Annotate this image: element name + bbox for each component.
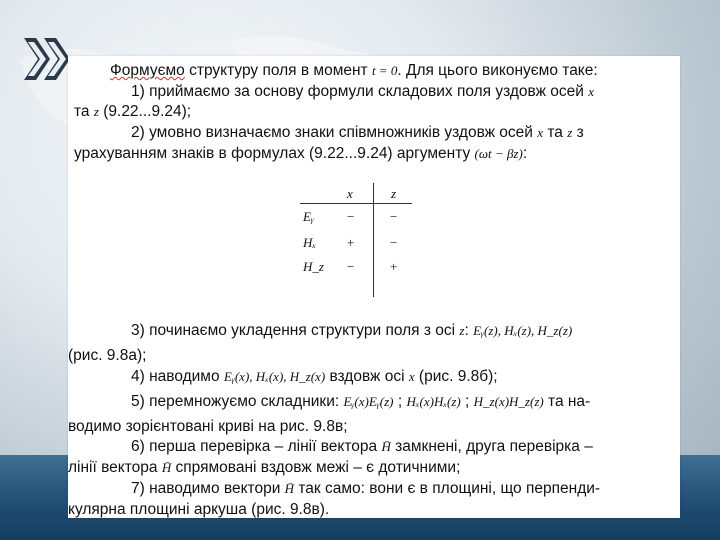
step-3-math: z [459,323,465,338]
step-5-formula-e: Eᵧ(x)Eᵧ(z) [343,394,394,409]
step-3-formula: Eᵧ(z), Hₓ(z), H_z(z) [473,323,573,338]
step-4-formula: Eᵧ(x), Hₓ(x), H_z(x) [223,369,326,384]
table-row-label: H_z [303,259,324,274]
step-2-mid: та [543,124,568,141]
step-4-math-x: x [408,369,415,384]
table-row-label: Eᵧ [303,209,314,224]
step-6-cont-math: H̄ [161,460,172,475]
table-col-x: x [347,186,353,201]
chevrons-logo-icon [22,36,74,82]
step-2-line [131,124,584,142]
step-5-sep2: ; [460,393,474,410]
step-4-tail2: (рис. 9.8б); [414,368,498,385]
step-4-line [131,368,498,386]
step-6-line [131,438,593,456]
step-7-line [131,480,600,498]
step-5-formula-hz: H_z(x)H_z(z) [473,394,544,409]
step-6-cont-tail: спрямовані вздовж межі – є дотичними; [171,459,461,476]
step-6-cont-text: лінії вектора [68,459,162,476]
step-4-tail: вздовж осі [325,368,409,385]
table-cell: − [390,209,398,224]
table-cell: − [390,235,398,250]
step-2-cont-math: (ωt − βz) [474,146,523,161]
step-6-tail: замкнені, друга перевірка – [390,438,593,455]
table-cell: + [390,259,398,274]
sign-table [300,183,412,295]
step-5-line [131,393,590,411]
step-7-tail: так само: вони є в площині, що перпенди- [294,480,601,497]
step-7-cont-text: кулярна площині аркуша (рис. 9.8в). [68,501,330,518]
step-2-math-x: x [537,125,544,140]
step-7-cont-line [68,501,329,519]
table-col-z: z [391,186,397,201]
step-1-cont-line [74,103,191,121]
step-3-cont-text: (рис. 9.8а); [68,347,147,364]
step-1-cont-tail: (9.22...9.24); [98,103,192,120]
step-5-cont-line [68,418,348,436]
step-2-tail: з [572,124,584,141]
step-3-cont-line [68,347,146,365]
step-1-line [131,83,594,101]
intro-word: Формуємо [110,62,185,79]
step-3-text: 3) починаємо укладення структури поля з осі [131,322,460,339]
step-2-math-z: z [567,125,573,140]
step-1-cont-math: z [93,104,99,119]
table-cell: − [347,209,355,224]
step-6-math: H̄ [381,439,391,454]
step-2-text: 2) умовно визначаємо знаки співмножників уздовж осей [131,124,538,141]
step-5-tail: та на- [543,393,591,410]
table-row-label: Hₓ [303,235,317,250]
table-cell: − [347,259,355,274]
step-5-sep1: ; [393,393,407,410]
step-7-math: H̄ [284,481,295,496]
step-2-cont-tail: : [522,145,528,162]
step-2-cont-line [74,145,527,163]
table-cell: + [347,235,355,250]
step-2-cont-text: урахуванням знаків в формулах (9.22...9.24) аргументу [74,145,475,162]
step-4-text: 4) наводимо [131,368,224,385]
step-5-cont-text: водимо зорієнтовані криві на рис. 9.8в; [68,418,348,435]
intro-line [110,62,598,80]
intro-tail: . Для цього виконуємо таке: [397,62,598,79]
step-1-cont-pre: та [74,103,94,120]
step-6-cont-line [68,459,460,477]
step-3-tail: : [464,322,474,339]
step-1-text: 1) приймаємо за основу формули складових поля уздовж осей [131,83,589,100]
step-5-text: 5) перемножуємо складники: [131,393,344,410]
step-1-math: x [588,84,595,99]
intro-text: структуру поля в момент [184,62,372,79]
step-6-text: 6) перша перевірка – лінії вектора [131,438,382,455]
step-5-formula-hx: Hₓ(x)Hₓ(z) [406,394,461,409]
intro-math: t = 0 [371,63,398,78]
step-3-line [131,322,572,340]
step-7-text: 7) наводимо вектори [131,480,285,497]
